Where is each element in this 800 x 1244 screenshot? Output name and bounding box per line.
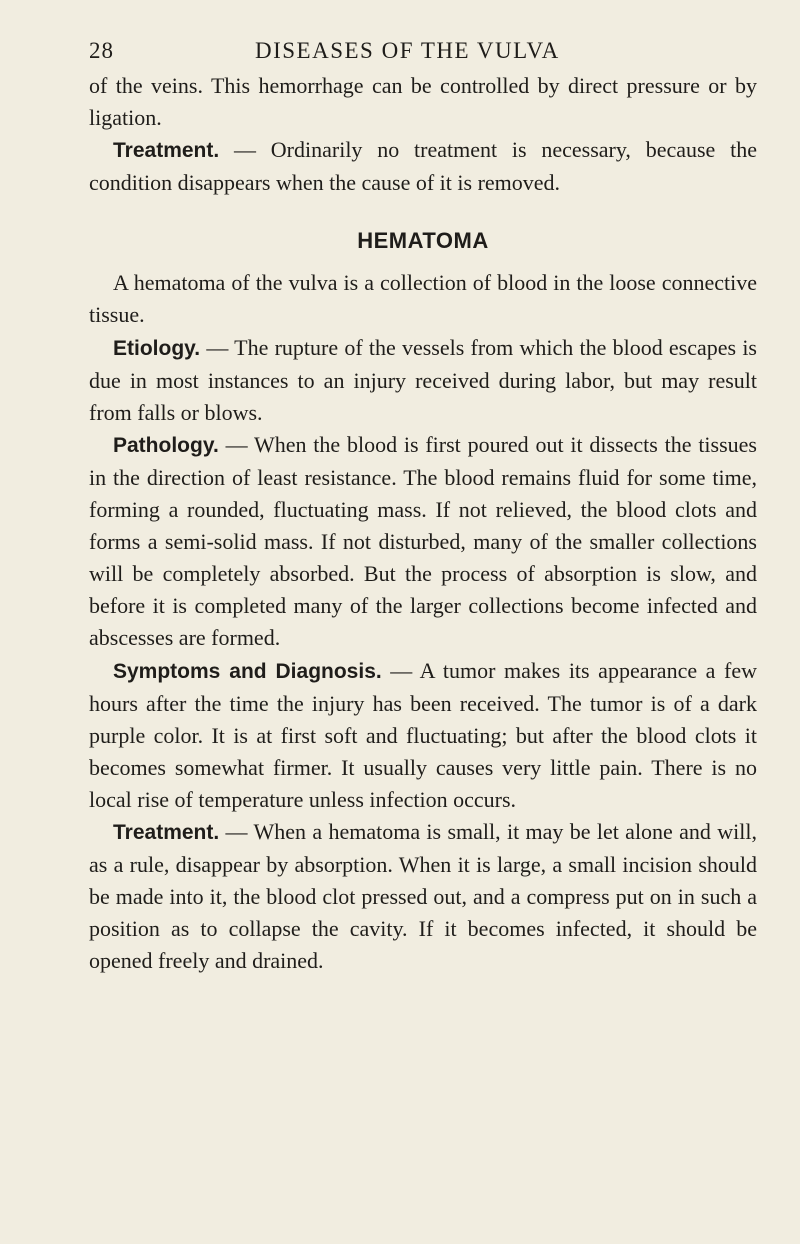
section-lead-etiology: Etiology.: [113, 336, 201, 360]
paragraph-etiology: [89, 332, 757, 429]
section-lead-pathology: Pathology.: [113, 433, 219, 457]
page-number: 28: [89, 38, 114, 63]
paragraph-text: — A tumor makes its appearance a few hours after the time the injury has been received. The tumor is of a dark purple color. It is at first soft and fluctuating; but after the blood clots it becomes somewhat firmer. It usually causes very little pain. There is no local rise of temperature unless infection occurs.: [89, 657, 757, 812]
paragraph-text: — Ordinarily no treatment is necessary, because the condition disappears when the cause of it is removed.: [89, 137, 757, 196]
paragraph-text: — When a hematoma is small, it may be let alone and will, as a rule, disappear by absorption. When it is large, a small incision should be made into it, the blood clot pressed out, and a compress put on in such a position as to collapse the cavity. If it becomes infected, it should be opened freely and drained.: [89, 818, 757, 974]
section-heading-hematoma: HEMATOMA: [357, 228, 489, 254]
section-lead-treatment-2: Treatment.: [113, 820, 220, 844]
paragraph-text: — The rupture of the vessels from which the blood escapes is due in most instances to an injury received during labor, but may result from falls or blows.: [89, 334, 757, 425]
paragraph-text: A hematoma of the vulva is a collection of blood in the loose connective tissue.: [89, 270, 757, 328]
paragraph-text: of the veins. This hemorrhage can be controlled by direct pressure or by ligation.: [89, 73, 757, 131]
book-page: [89, 30, 757, 977]
paragraph-veins: [89, 70, 757, 134]
paragraph-text: — When the blood is first poured out it dissects the tissues in the direction of least resistance. The blood remains fluid for some time, forming a rounded, fluctuating mass. If not relieved, the blood clots and forms a semi-solid mass. If not disturbed, many of the smaller collections will be completely absorbed. But the process of absorption is slow, and before it is completed many of the larger collections become infected and abscesses are formed.: [89, 431, 757, 651]
running-head-title: DISEASES OF THE VULVA: [255, 38, 560, 63]
paragraph-treatment-1: [89, 134, 757, 199]
section-lead-symptoms: Symptoms and Diagnosis.: [113, 659, 382, 683]
paragraph-definition: [89, 267, 757, 331]
running-head: [89, 30, 757, 70]
paragraph-pathology: [89, 429, 757, 655]
paragraph-symptoms: [89, 655, 757, 816]
paragraph-treatment-2: [89, 816, 757, 977]
section-lead-treatment: Treatment.: [113, 139, 220, 163]
